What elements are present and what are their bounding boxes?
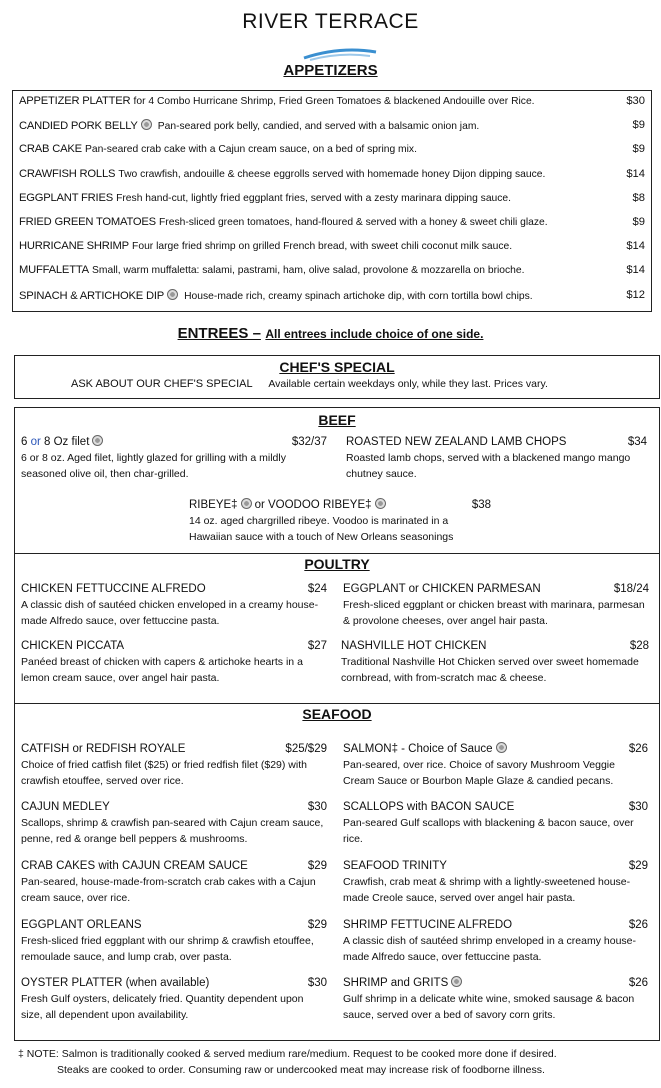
menu-item-chicken-fettuccine: CHICKEN FETTUCCINE ALFREDO $24 A classic dish of sautéed chicken enveloped in a creamy house-made Alfredo sauce, over fettuccine pasta.	[21, 583, 327, 627]
appetizer-row	[19, 168, 645, 180]
item-price: $32/37	[291, 436, 327, 448]
footnote-line1: ‡ NOTE: Salmon is traditionally cooked & served medium rare/medium. Request to be cooked more done if desired.	[18, 1048, 557, 1060]
item-price: $38	[471, 499, 491, 511]
divider	[15, 703, 659, 704]
seafood-item	[343, 742, 648, 789]
item-description: 14 oz. aged chargrilled ribeye. Voodoo is marinated in a Hawaiian sauce with a touch of New Orleans seasonings	[189, 515, 454, 543]
item-name: SCALLOPS with BACON SAUCE	[343, 801, 515, 813]
item-name: EGGPLANT ORLEANS	[21, 919, 142, 931]
item-description: 6 or 8 oz. Aged filet, lightly glazed for grilling with a mildly seasoned olive oil, then char-grilled.	[21, 452, 286, 480]
item-name: MUFFALETTA	[19, 264, 89, 277]
item-price: $9	[632, 119, 645, 132]
item-description: Pan-seared pork belly, candied, and served with a balsamic onion jam.	[157, 121, 480, 133]
item-description: Two crawfish, andouille & cheese eggrolls served with homemade honey Dijon dipping sauce.	[118, 168, 546, 180]
footnote-line2: Steaks are cooked to order. Consuming raw or undercooked meat may increase risk of foodborne illness.	[57, 1064, 545, 1076]
item-name: EGGPLANT FRIES	[19, 191, 113, 204]
footnote	[18, 1046, 658, 1078]
appetizer-row	[19, 240, 645, 252]
item-description: A classic dish of sautéed chicken enveloped in a creamy house-made Alfredo sauce, over fettuccine pasta.	[21, 599, 319, 627]
item-name: CAJUN MEDLEY	[21, 801, 110, 813]
appetizer-row	[19, 143, 645, 155]
item-price: $30	[307, 977, 327, 989]
item-price: $34	[627, 436, 647, 448]
appetizer-row	[19, 95, 645, 107]
logo-swoosh-icon	[300, 44, 380, 64]
item-price: $24	[307, 583, 327, 595]
item-price: $30	[628, 801, 648, 813]
item-description: for 4 Combo Hurricane Shrimp, Fried Green Tomatoes & blackened Andouille over Rice.	[133, 96, 535, 107]
leaf-icon	[496, 742, 507, 753]
item-name: OYSTER PLATTER (when available)	[21, 977, 210, 989]
item-name: APPETIZER PLATTER	[19, 95, 131, 107]
menu-item-chicken-piccata: CHICKEN PICCATA $27 Panéed breast of chicken with capers & artichoke hearts in a lemon cream sauce, over angel hair pasta.	[21, 640, 327, 684]
chefs-special-line2: Available certain weekdays only, while they last. Prices vary.	[268, 378, 548, 390]
item-name: HURRICANE SHRIMP	[19, 240, 129, 253]
item-description: Fresh Gulf oysters, delicately fried. Quantity dependent upon size, all dependent upon availability.	[21, 993, 304, 1021]
item-price: $27	[307, 640, 327, 652]
item-name: CANDIED PORK BELLY	[19, 120, 138, 133]
seafood-item	[343, 859, 648, 906]
entrees-box	[14, 407, 660, 1041]
item-description: Pan-seared Gulf scallops with blackening & bacon sauce, over rice.	[343, 817, 634, 845]
beef-heading: BEEF	[318, 412, 356, 428]
item-price: $29	[307, 919, 327, 931]
item-description: Fresh-sliced fried eggplant with our shrimp & crawfish etouffee, remoulade sauce, and lump crab, over pasta.	[21, 935, 314, 963]
entrees-title: ENTREES –	[177, 325, 261, 342]
item-name: SPINACH & ARTICHOKE DIP	[19, 289, 165, 302]
leaf-icon	[141, 119, 152, 130]
item-price: $28	[629, 640, 649, 652]
seafood-heading: SEAFOOD	[302, 706, 372, 722]
item-price: $18/24	[613, 583, 649, 595]
item-price: $26	[628, 919, 648, 931]
item-price: $14	[626, 167, 645, 180]
seafood-item	[21, 742, 327, 789]
item-price: $12	[626, 288, 645, 301]
item-name: FRIED GREEN TOMATOES	[19, 216, 156, 228]
item-description: Pan-seared crab cake with a Cajun cream sauce, on a bed of spring mix.	[84, 144, 417, 156]
divider	[15, 553, 659, 554]
chefs-special-line1: ASK ABOUT OUR CHEF'S SPECIAL	[71, 378, 253, 390]
menu-item-lamb-chops: ROASTED NEW ZEALAND LAMB CHOPS $34 Roasted lamb chops, served with a blackened mango mango chutney sauce.	[346, 436, 647, 480]
appetizer-row	[19, 119, 645, 132]
leaf-icon	[241, 498, 252, 509]
item-price: $26	[628, 743, 648, 755]
appetizers-box	[12, 90, 652, 312]
appetizer-row	[19, 192, 645, 204]
leaf-icon	[451, 976, 462, 987]
item-description: Panéed breast of chicken with capers & artichoke hearts in a lemon cream sauce, over angel hair pasta.	[21, 656, 303, 684]
item-name: SHRIMP FETTUCINE ALFREDO	[343, 919, 513, 931]
seafood-item	[21, 918, 327, 965]
chefs-special-heading: CHEF'S SPECIAL	[279, 359, 395, 375]
menu-item-nashville-hot-chicken: NASHVILLE HOT CHICKEN $28 Traditional Nashville Hot Chicken served over sweet homemade cornbread, with from-scratch mac & cheese.	[341, 640, 649, 684]
seafood-item	[21, 800, 327, 847]
menu-item-filet: 6 or 8 Oz filet $32/37 6 or 8 oz. Aged filet, lightly glazed for grilling with a mildly seasoned olive oil, then char-grilled.	[21, 436, 327, 480]
item-name: SHRIMP and GRITS	[343, 977, 449, 989]
leaf-icon	[375, 498, 386, 509]
menu-item-ribeye: RIBEYE‡ or VOODOO RIBEYE‡ $38 14 oz. aged chargrilled ribeye. Voodoo is marinated in a Hawaiian sauce with a touch of New Orleans seasonings	[189, 499, 491, 543]
item-price: $9	[632, 216, 645, 228]
item-price: $26	[628, 977, 648, 989]
item-name: CATFISH or REDFISH ROYALE	[21, 743, 186, 755]
leaf-icon	[92, 435, 103, 446]
item-description: Crawfish, crab meat & shrimp with a lightly-sweetened house-made Creole sauce, served over angel hair pasta.	[343, 876, 631, 904]
item-description: Small, warm muffaletta: salami, pastrami, ham, olive salad, provolone & mozzarella on brioche.	[92, 265, 525, 277]
item-name: SALMON‡ - Choice of Sauce	[343, 743, 493, 755]
item-description: Fresh-sliced green tomatoes, hand-floured & served with a honey & sweet chili glaze.	[159, 217, 548, 228]
item-price: $8	[632, 191, 645, 204]
appetizer-row	[19, 216, 645, 228]
restaurant-title: RIVER TERRACE	[242, 10, 419, 33]
poultry-heading: POULTRY	[304, 556, 370, 572]
entrees-heading	[0, 325, 661, 343]
item-price: $25/$29	[285, 743, 327, 755]
menu-item-parmesan: EGGPLANT or CHICKEN PARMESAN $18/24 Fresh-sliced eggplant or chicken breast with marinara, parmesan & provolone cheeses, over angel hair pasta.	[343, 583, 649, 627]
item-description: Choice of fried catfish filet ($25) or fried redfish filet ($29) with crawfish etouffee, served over rice.	[21, 759, 307, 787]
entrees-subtitle: All entrees include choice of one side.	[265, 327, 484, 341]
item-description: Four large fried shrimp on grilled French bread, with sweet chili coconut milk sauce.	[132, 241, 513, 253]
item-price: $30	[307, 801, 327, 813]
seafood-item	[21, 859, 327, 906]
seafood-item	[21, 976, 327, 1023]
seafood-item	[343, 918, 648, 965]
item-description: Roasted lamb chops, served with a blackened mango mango chutney sauce.	[346, 452, 631, 480]
item-description: Fresh hand-cut, lightly fried eggplant fries, served with a zesty marinara dipping sauce.	[116, 192, 512, 204]
seafood-item	[343, 976, 648, 1023]
item-description: Pan-seared, over rice. Choice of savory Mushroom Veggie Cream Sauce or Bourbon Maple Glaze & candied pecans.	[343, 759, 615, 787]
item-description: Traditional Nashville Hot Chicken served over sweet homemade cornbread, with from-scratch mac & cheese.	[341, 656, 639, 684]
item-price: $29	[307, 860, 327, 872]
item-name: CRAB CAKES with CAJUN CREAM SAUCE	[21, 860, 248, 872]
item-price: $9	[632, 143, 645, 156]
appetizers-heading: APPETIZERS	[283, 62, 378, 79]
item-price: $29	[628, 860, 648, 872]
appetizer-row	[19, 289, 645, 302]
leaf-icon	[167, 289, 178, 300]
item-description: Pan-seared, house-made-from-scratch crab cakes with a Cajun cream sauce, over rice.	[21, 876, 316, 904]
item-description: House-made rich, creamy spinach artichoke dip, with corn tortilla bowl chips.	[184, 290, 533, 302]
item-price: $14	[626, 264, 645, 277]
item-name: CRAWFISH ROLLS	[19, 167, 116, 180]
item-description: A classic dish of sautéed shrimp enveloped in a creamy house-made Alfredo sauce, over fettuccine pasta.	[343, 935, 636, 963]
item-price: $14	[626, 240, 645, 253]
item-name: SEAFOOD TRINITY	[343, 860, 447, 872]
item-price: $30	[626, 95, 645, 107]
seafood-item	[343, 800, 648, 847]
appetizer-row	[19, 264, 645, 276]
chefs-special-box	[14, 355, 660, 399]
item-description: Gulf shrimp in a delicate white wine, smoked sausage & bacon sauce, served over a bed of savory corn grits.	[343, 993, 635, 1021]
item-name: CRAB CAKE	[19, 143, 82, 156]
item-description: Scallops, shrimp & crawfish pan-seared with Cajun cream sauce, penne, red & orange bell peppers & mushrooms.	[21, 817, 324, 845]
item-description: Fresh-sliced eggplant or chicken breast with marinara, parmesan & provolone cheeses, over angel hair pasta.	[343, 599, 645, 627]
